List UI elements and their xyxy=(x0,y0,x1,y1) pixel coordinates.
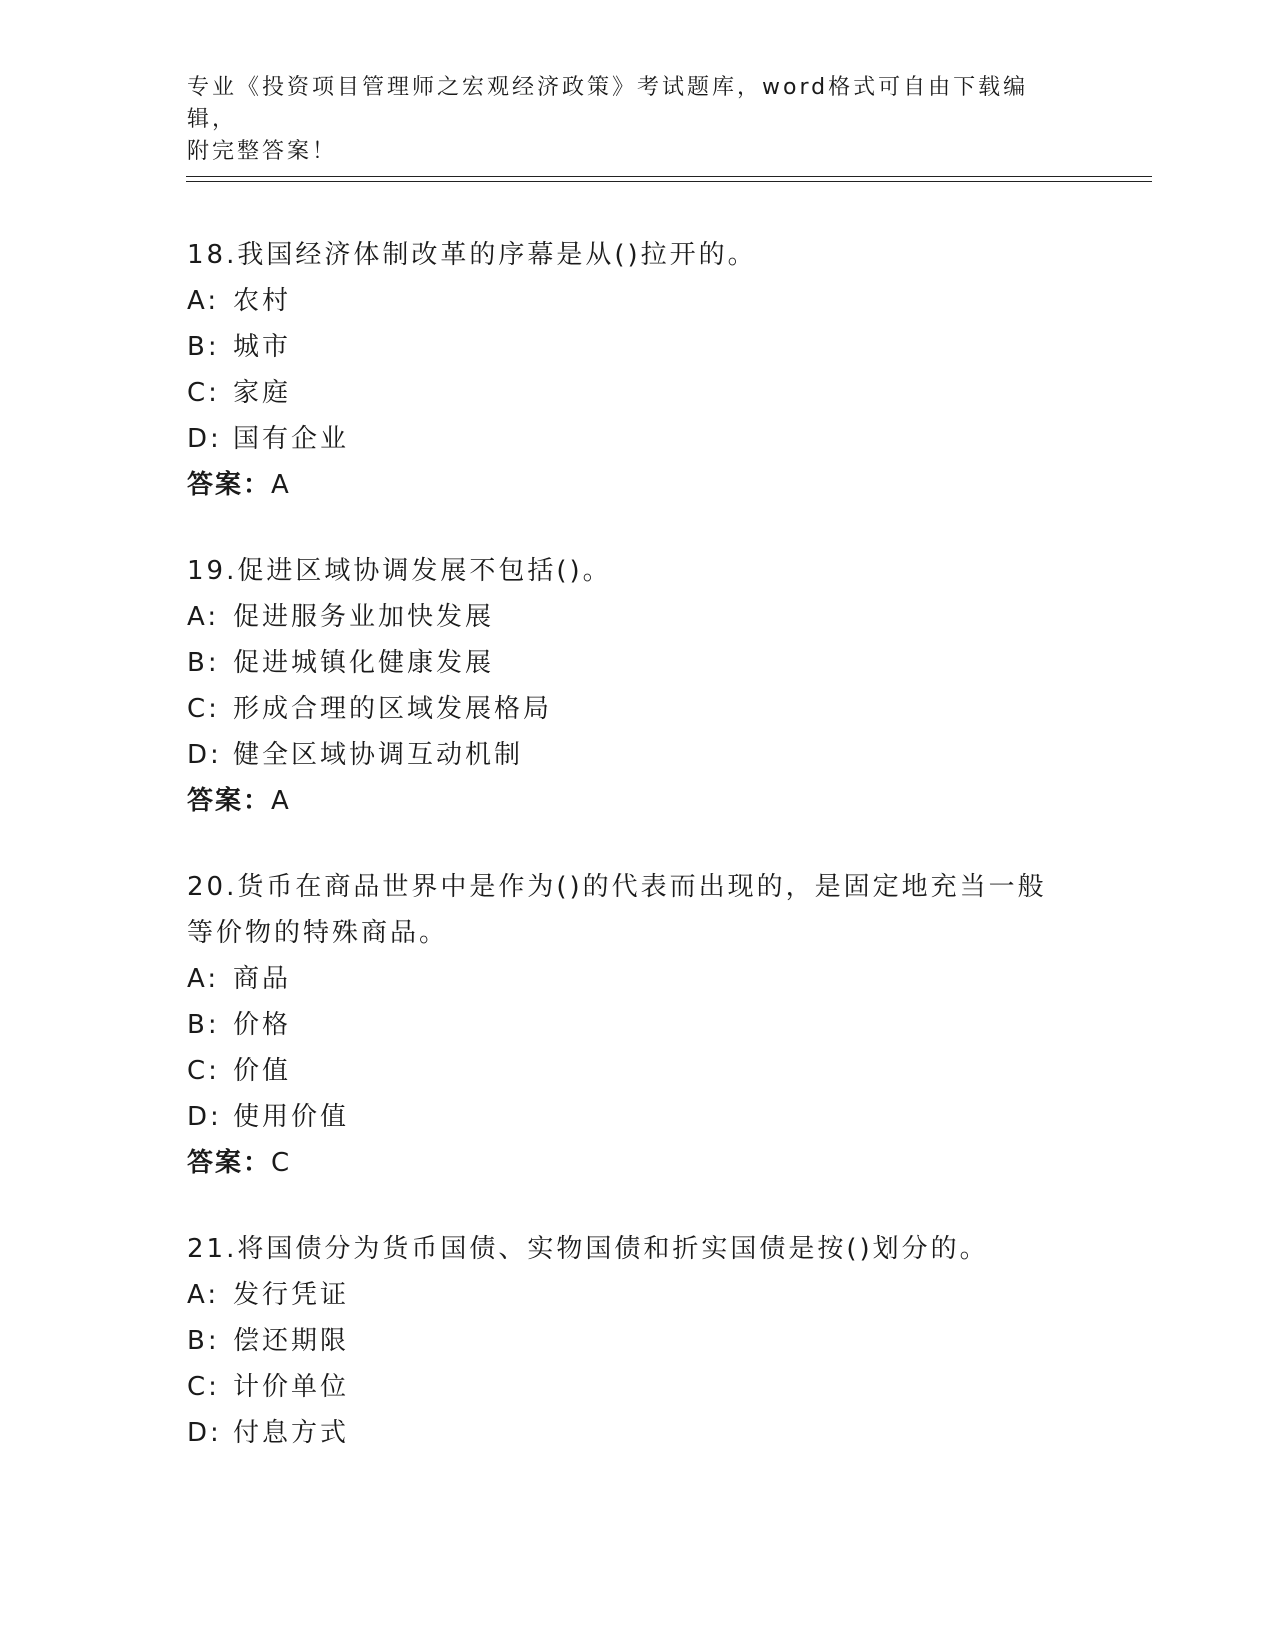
option-d xyxy=(187,1094,1087,1140)
option-key: A: xyxy=(187,602,220,632)
question-stem: 18.我国经济体制改革的序幕是从()拉开的。 xyxy=(187,240,757,270)
option-b xyxy=(187,324,1087,370)
answer-value: C xyxy=(271,1148,292,1178)
option-a xyxy=(187,278,1087,324)
option-a xyxy=(187,956,1087,1002)
option-key: C: xyxy=(187,694,220,724)
option-key: B: xyxy=(187,648,220,678)
question-stem: 20.货币在商品世界中是作为()的代表而出现的，是固定地充当一般等价物的特殊商品。 xyxy=(187,872,1047,948)
option-b xyxy=(187,640,1087,686)
option-text: 使用价值 xyxy=(233,1102,350,1132)
option-text: 农村 xyxy=(233,286,292,316)
option-key: A: xyxy=(187,1280,220,1310)
option-text: 付息方式 xyxy=(233,1418,350,1448)
option-text: 商品 xyxy=(233,964,292,994)
option-text: 国有企业 xyxy=(233,424,350,454)
option-text: 偿还期限 xyxy=(233,1326,350,1356)
answer-line xyxy=(187,778,1087,824)
option-key: B: xyxy=(187,1010,220,1040)
option-text: 促进服务业加快发展 xyxy=(233,602,495,632)
option-key: D: xyxy=(187,424,222,454)
option-text: 价格 xyxy=(233,1010,292,1040)
option-a xyxy=(187,594,1087,640)
answer-line xyxy=(187,462,1087,508)
option-text: 形成合理的区域发展格局 xyxy=(233,694,553,724)
document-header xyxy=(187,72,1067,168)
option-b xyxy=(187,1318,1087,1364)
answer-label: 答案： xyxy=(187,786,272,816)
option-text: 健全区域协调互动机制 xyxy=(233,740,524,770)
answer-value: A xyxy=(271,470,291,500)
header-line-1: 专业《投资项目管理师之宏观经济政策》考试题库，word格式可自由下载编辑， xyxy=(187,75,1029,132)
option-key: C: xyxy=(187,378,220,408)
option-text: 促进城镇化健康发展 xyxy=(233,648,495,678)
option-text: 家庭 xyxy=(233,378,292,408)
question-item xyxy=(187,548,1087,824)
answer-label: 答案： xyxy=(187,470,272,500)
option-key: C: xyxy=(187,1056,220,1086)
header-divider-bottom xyxy=(186,181,1152,182)
option-key: C: xyxy=(187,1372,220,1402)
option-key: D: xyxy=(187,740,222,770)
question-stem: 21.将国债分为货币国债、实物国债和折实国债是按()划分的。 xyxy=(187,1234,989,1264)
answer-label: 答案： xyxy=(187,1148,272,1178)
option-key: A: xyxy=(187,964,220,994)
answer-value: A xyxy=(271,786,291,816)
option-a xyxy=(187,1272,1087,1318)
option-key: D: xyxy=(187,1102,222,1132)
option-key: B: xyxy=(187,332,220,362)
question-stem: 19.促进区域协调发展不包括()。 xyxy=(187,556,612,586)
option-d xyxy=(187,416,1087,462)
option-key: B: xyxy=(187,1326,220,1356)
option-c xyxy=(187,1048,1087,1094)
option-c xyxy=(187,1364,1087,1410)
answer-line xyxy=(187,1140,1087,1186)
question-item xyxy=(187,232,1087,508)
option-c xyxy=(187,686,1087,732)
option-key: A: xyxy=(187,286,220,316)
option-text: 计价单位 xyxy=(233,1372,350,1402)
question-item xyxy=(187,864,1087,1186)
option-text: 城市 xyxy=(233,332,292,362)
option-d xyxy=(187,1410,1087,1456)
option-text: 价值 xyxy=(233,1056,292,1086)
option-c xyxy=(187,370,1087,416)
header-line-2: 附完整答案！ xyxy=(187,139,338,164)
option-text: 发行凭证 xyxy=(233,1280,350,1310)
option-d xyxy=(187,732,1087,778)
question-item xyxy=(187,1226,1087,1456)
option-b xyxy=(187,1002,1087,1048)
question-list xyxy=(187,232,1087,1496)
header-divider-top xyxy=(186,176,1152,177)
option-key: D: xyxy=(187,1418,222,1448)
